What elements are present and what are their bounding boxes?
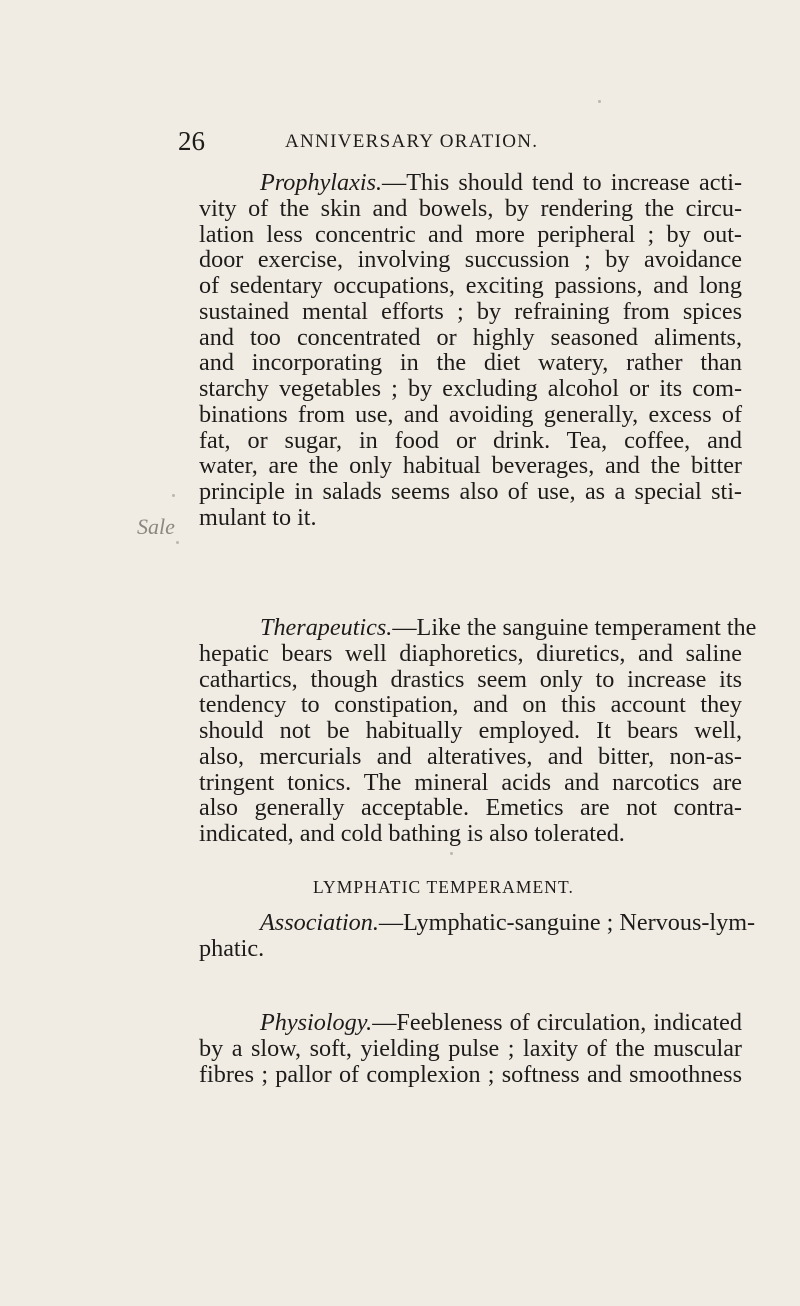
text-line: vity of the skin and bowels, by rendering the circu- <box>199 194 742 222</box>
text-line: tringent tonics. The mineral acids and narcotics are <box>199 768 742 796</box>
page-header <box>178 126 738 162</box>
paragraph-physiology <box>199 1009 742 1088</box>
section-heading: LYMPHATIC TEMPERAMENT. <box>313 877 574 897</box>
text-line: water, are the only habitual beverages, and the bitter <box>199 452 742 480</box>
text-line: lation less concentric and more peripheral ; by out- <box>199 220 742 248</box>
margin-annotation: Sale <box>137 514 175 539</box>
text-line: Association.—Lymphatic-sanguine ; Nervous-lym- <box>260 909 756 936</box>
text-line: should not be habitually employed. It bears well, <box>199 717 742 744</box>
paragraph-association <box>199 909 756 962</box>
margin-mark <box>172 494 175 497</box>
text-line: of sedentary occupations, exciting passions, and long <box>199 272 742 299</box>
text-line: Therapeutics.—Like the sanguine temperament the <box>260 614 757 641</box>
paragraph-prophylaxis <box>199 169 742 531</box>
paragraph-therapeutics <box>199 614 757 847</box>
text-line: cathartics, though drastics seem only to increase its <box>199 665 742 693</box>
run-in-heading: Association. <box>260 909 379 936</box>
text-line: and too concentrated or highly seasoned aliments, <box>199 323 742 351</box>
running-head: ANNIVERSARY ORATION. <box>285 131 539 152</box>
text-line: tendency to constipation, and on this account they <box>199 691 742 719</box>
margin-mark <box>450 852 453 855</box>
page-number: 26 <box>178 126 205 156</box>
margin-mark <box>176 541 179 544</box>
text-line: phatic. <box>199 934 265 962</box>
run-in-heading: Therapeutics. <box>260 614 393 641</box>
text-line: by a slow, soft, yielding pulse ; laxity of the muscular <box>199 1034 742 1062</box>
text-line: Physiology.—Feebleness of circulation, indicated <box>260 1009 742 1036</box>
margin-mark <box>598 100 601 103</box>
text-line: also, mercurials and alteratives, and bitter, non-as- <box>199 742 742 770</box>
run-in-heading: Prophylaxis. <box>260 169 383 196</box>
text-line: principle in salads seems also of use, as a special sti- <box>199 478 742 505</box>
run-in-heading: Physiology. <box>260 1009 373 1036</box>
text-line: indicated, and cold bathing is also tolerated. <box>199 820 625 847</box>
text-line: door exercise, involving succussion ; by avoidance <box>199 246 742 274</box>
text-line: Prophylaxis.—This should tend to increase acti- <box>260 169 742 196</box>
text-line: also generally acceptable. Emetics are not contra- <box>199 794 742 822</box>
text-line: hepatic bears well diaphoretics, diuretics, and saline <box>199 639 742 667</box>
text-line: binations from use, and avoiding generally, excess of <box>199 400 742 428</box>
text-line: and incorporating in the diet watery, rather than <box>199 349 742 377</box>
text-line: mulant to it. <box>199 503 317 531</box>
text-line: fibres ; pallor of complexion ; softness and smoothness <box>199 1060 742 1088</box>
text-line: fat, or sugar, in food or drink. Tea, coffee, and <box>199 426 742 454</box>
text-line: starchy vegetables ; by excluding alcohol or its com- <box>199 375 742 402</box>
text-line: sustained mental efforts ; by refraining from spices <box>199 297 742 325</box>
